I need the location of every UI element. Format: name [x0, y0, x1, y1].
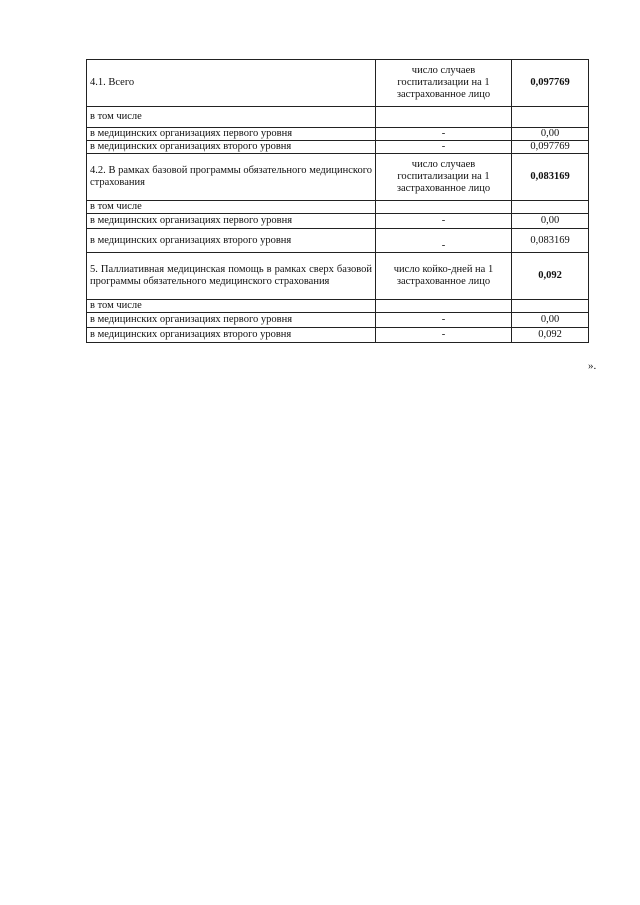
row-unit [376, 300, 512, 313]
row-name: в том числе [87, 300, 376, 313]
row-value: 0,083169 [512, 229, 589, 253]
row-name: в медицинских организациях второго уровня [87, 141, 376, 154]
row-value [512, 107, 589, 128]
row-value: 0,00 [512, 214, 589, 229]
table-row [87, 253, 589, 300]
table-row [87, 154, 589, 201]
row-name: в медицинских организациях первого уровня [87, 214, 376, 229]
row-unit: - [376, 229, 512, 253]
table-row [87, 60, 589, 107]
row-name: в том числе [87, 107, 376, 128]
row-unit: - [376, 128, 512, 141]
row-value [512, 201, 589, 214]
row-value: 0,097769 [512, 141, 589, 154]
row-unit [376, 201, 512, 214]
closing-quote-mark: ». [588, 360, 597, 372]
table-row [87, 328, 589, 343]
row-value: 0,00 [512, 128, 589, 141]
table-row [87, 300, 589, 313]
table-row [87, 141, 589, 154]
row-name: 4.1. Всего [87, 60, 376, 107]
table-row [87, 128, 589, 141]
row-unit: - [376, 313, 512, 328]
indicators-table [86, 59, 589, 343]
row-unit: число койко-дней на 1 застрахованное лицо [376, 253, 512, 300]
row-name: 5. Паллиативная медицинская помощь в рамках сверх базовой программы обязательного медицинского страхования [87, 253, 376, 300]
row-unit: число случаев госпитализации на 1 застрахованное лицо [376, 154, 512, 201]
row-unit: - [376, 328, 512, 343]
row-name: в медицинских организациях первого уровня [87, 313, 376, 328]
row-value: 0,00 [512, 313, 589, 328]
table-row [87, 313, 589, 328]
row-name: в медицинских организациях второго уровня [87, 328, 376, 343]
row-name: в медицинских организациях первого уровня [87, 128, 376, 141]
table-row [87, 107, 589, 128]
row-name: в том числе [87, 201, 376, 214]
table-row [87, 214, 589, 229]
row-unit: число случаев госпитализации на 1 застрахованное лицо [376, 60, 512, 107]
row-value: 0,092 [512, 253, 589, 300]
row-unit: - [376, 141, 512, 154]
row-value [512, 300, 589, 313]
row-name: в медицинских организациях второго уровня [87, 229, 376, 253]
row-value: 0,097769 [512, 60, 589, 107]
row-name: 4.2. В рамках базовой программы обязательного медицинского страхования [87, 154, 376, 201]
row-value: 0,092 [512, 328, 589, 343]
row-value: 0,083169 [512, 154, 589, 201]
table-row [87, 201, 589, 214]
row-unit [376, 107, 512, 128]
table-row [87, 229, 589, 253]
row-unit: - [376, 214, 512, 229]
